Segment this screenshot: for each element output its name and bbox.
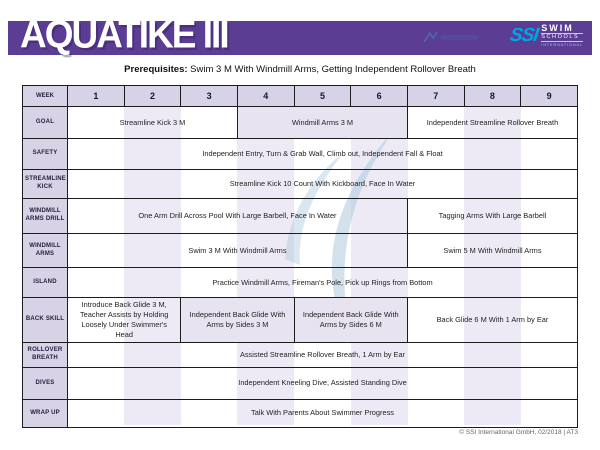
row-label: GOAL [23,107,68,139]
row-label: DIVES [23,367,68,399]
row-label: WRAP UP [23,399,68,427]
week-number: 6 [351,86,408,107]
table-row [23,234,578,268]
schedule-cell: Streamline Kick 10 Count With Kickboard, Face In Water [68,170,578,199]
ssi-schools-label: SCHOOLS [541,33,583,42]
copyright-text: © SSI International GmbH, 02/2018 | AT3 [459,429,578,436]
schedule-cell: Independent Entry, Turn & Grab Wall, Climb out, Independent Fall & Float [68,139,578,170]
schedule-cell: Independent Back Glide With Arms by Sides 6 M [294,298,407,343]
schedule-table [22,85,578,428]
table-row [23,298,578,343]
schedule-cell: Independent Back Glide With Arms by Sides 3 M [181,298,294,343]
ssi-mark-icon: SSI [508,24,539,46]
row-label: WINDMILL ARMS [23,234,68,268]
table-row [23,170,578,199]
page-title: AQUATIKE III [20,13,228,57]
schedule-cell: Assisted Streamline Rollover Breath, 1 Arm by Ear [68,342,578,367]
schedule-cell: Streamline Kick 3 M [68,107,238,139]
table-row [23,107,578,139]
table-row [23,139,578,170]
week-number: 2 [124,86,181,107]
prerequisites-line [0,64,600,75]
prerequisites-text: Swim 3 M With Windmill Arms, Getting Independent Rollover Breath [187,64,476,75]
week-number: 5 [294,86,351,107]
schedule-cell: Tagging Arms With Large Barbell [407,199,577,234]
schedule-cell: One Arm Drill Across Pool With Large Barbell, Face In Water [68,199,408,234]
ssi-swim-label: SWIM [541,23,574,33]
row-label: ROLLOVER BREATH [23,342,68,367]
ssi-international-label: INTERNATIONAL [541,43,583,48]
week-number: 1 [68,86,125,107]
ssi-logo-text [541,24,583,47]
table-row [23,342,578,367]
table-row [23,399,578,427]
schedule-cell: Independent Streamline Rollover Breath [407,107,577,139]
table-row [23,367,578,399]
prerequisites-label: Prerequisites: [124,64,188,75]
week-header-label: WEEK [23,86,68,107]
schedule-cell: Talk With Parents About Swimmer Progress [68,399,578,427]
schedule-cell: Swim 5 M With Windmill Arms [407,234,577,268]
row-label: SAFETY [23,139,68,170]
week-number: 7 [407,86,464,107]
week-number: 3 [181,86,238,107]
table-row [23,199,578,234]
week-header-row [23,86,578,107]
partner-logo-icon [422,30,482,46]
schedule-cell: Back Glide 6 M With 1 Arm by Ear [407,298,577,343]
row-label: BACK SKILL [23,298,68,343]
header-bar [8,13,592,57]
row-label: ISLAND [23,268,68,298]
ssi-logo [510,24,583,47]
week-number: 9 [521,86,578,107]
schedule-cell: Windmill Arms 3 M [237,107,407,139]
week-number: 8 [464,86,521,107]
row-label: STREAMLINE KICK [23,170,68,199]
schedule-cell: Independent Kneeling Dive, Assisted Standing Dive [68,367,578,399]
week-number: 4 [237,86,294,107]
schedule-cell: Swim 3 M With Windmill Arms [68,234,408,268]
table-row [23,268,578,298]
schedule-cell: Practice Windmill Arms, Fireman's Pole, Pick up Rings from Bottom [68,268,578,298]
row-label: WINDMILL ARMS DRILL [23,199,68,234]
schedule-table-wrap [22,85,578,425]
schedule-cell: Introduce Back Glide 3 M, Teacher Assists by Holding Loosely Under Swimmer's Head [68,298,181,343]
